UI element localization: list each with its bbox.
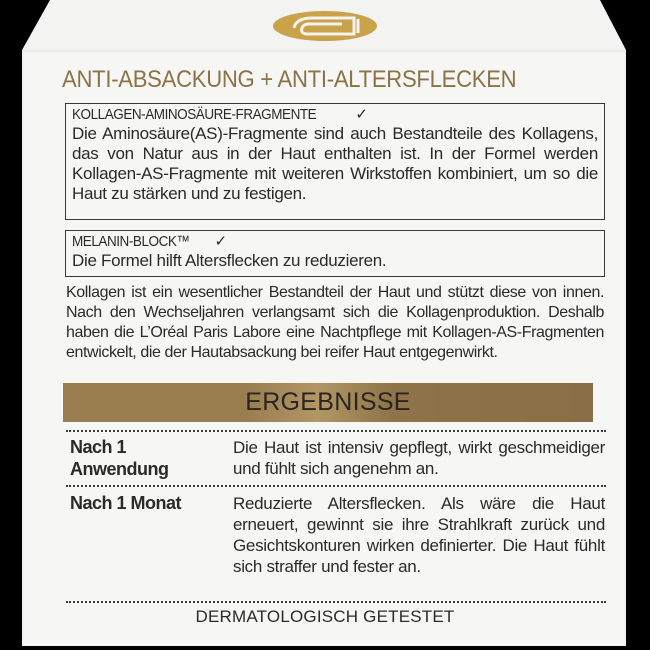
feature-title: MELANIN-BLOCK™ [72,233,190,250]
dermatologically-tested-note: DERMATOLOGISCH GETESTET [195,607,455,626]
feature-box-collagen [65,103,605,220]
result-label: Nach 1 Monat [70,493,182,513]
check-icon: ✓ [214,233,228,250]
check-icon: ✓ [355,106,368,123]
result-text: Die Haut ist intensiv gepflegt, wirkt geschmeidiger und fühlt sich angenehm an. [233,438,605,478]
result-label: Nach 1 Anwendung [70,437,169,479]
intro-paragraph: Kollagen ist ein wesentlicher Bestandteil der Haut und stützt diese von innen. Nach den Wechseljahren verlangsamt sich die Kollagenproduktion. Deshalb haben die L’Oréal Paris Labore eine Nachtpflege mit Kollagen-AS-Fragmenten entwickelt, die der Hautabsackung bei reifer Haut entgegenwirkt. [66,284,604,361]
results-banner [63,383,593,422]
result-text: Reduzierte Altersflecken. Als wäre die Haut erneuert, gewinnt sie ihre Strahlkraft zurück und Gesichtskonturen wirken definierter. Die Haut fühlt sich straffer und fester an. [233,494,605,576]
results-title: ERGEBNISSE [245,388,411,416]
divider [66,430,606,432]
feature-box-melanin [65,230,605,277]
feature-body: Die Formel hilft Altersflecken zu reduzieren. [72,251,387,270]
headline: ANTI-ABSACKUNG + ANTI-ALTERSFLECKEN [62,66,517,93]
feature-title: KOLLAGEN-AMINOSÄURE-FRAGMENTE [72,106,317,123]
divider [66,485,606,487]
feature-body: Die Aminosäure(AS)-Fragmente sind auch Bestandteile des Kollagens, das von Natur aus in der Haut enthalten ist. In der Formel werden Kollagen-AS-Fragmente mit weiteren Wirkstoffen kombiniert, um so die Haut zu stärken und zu festigen. [72,124,598,203]
loreal-emblem-icon [272,10,378,42]
divider [66,601,606,603]
